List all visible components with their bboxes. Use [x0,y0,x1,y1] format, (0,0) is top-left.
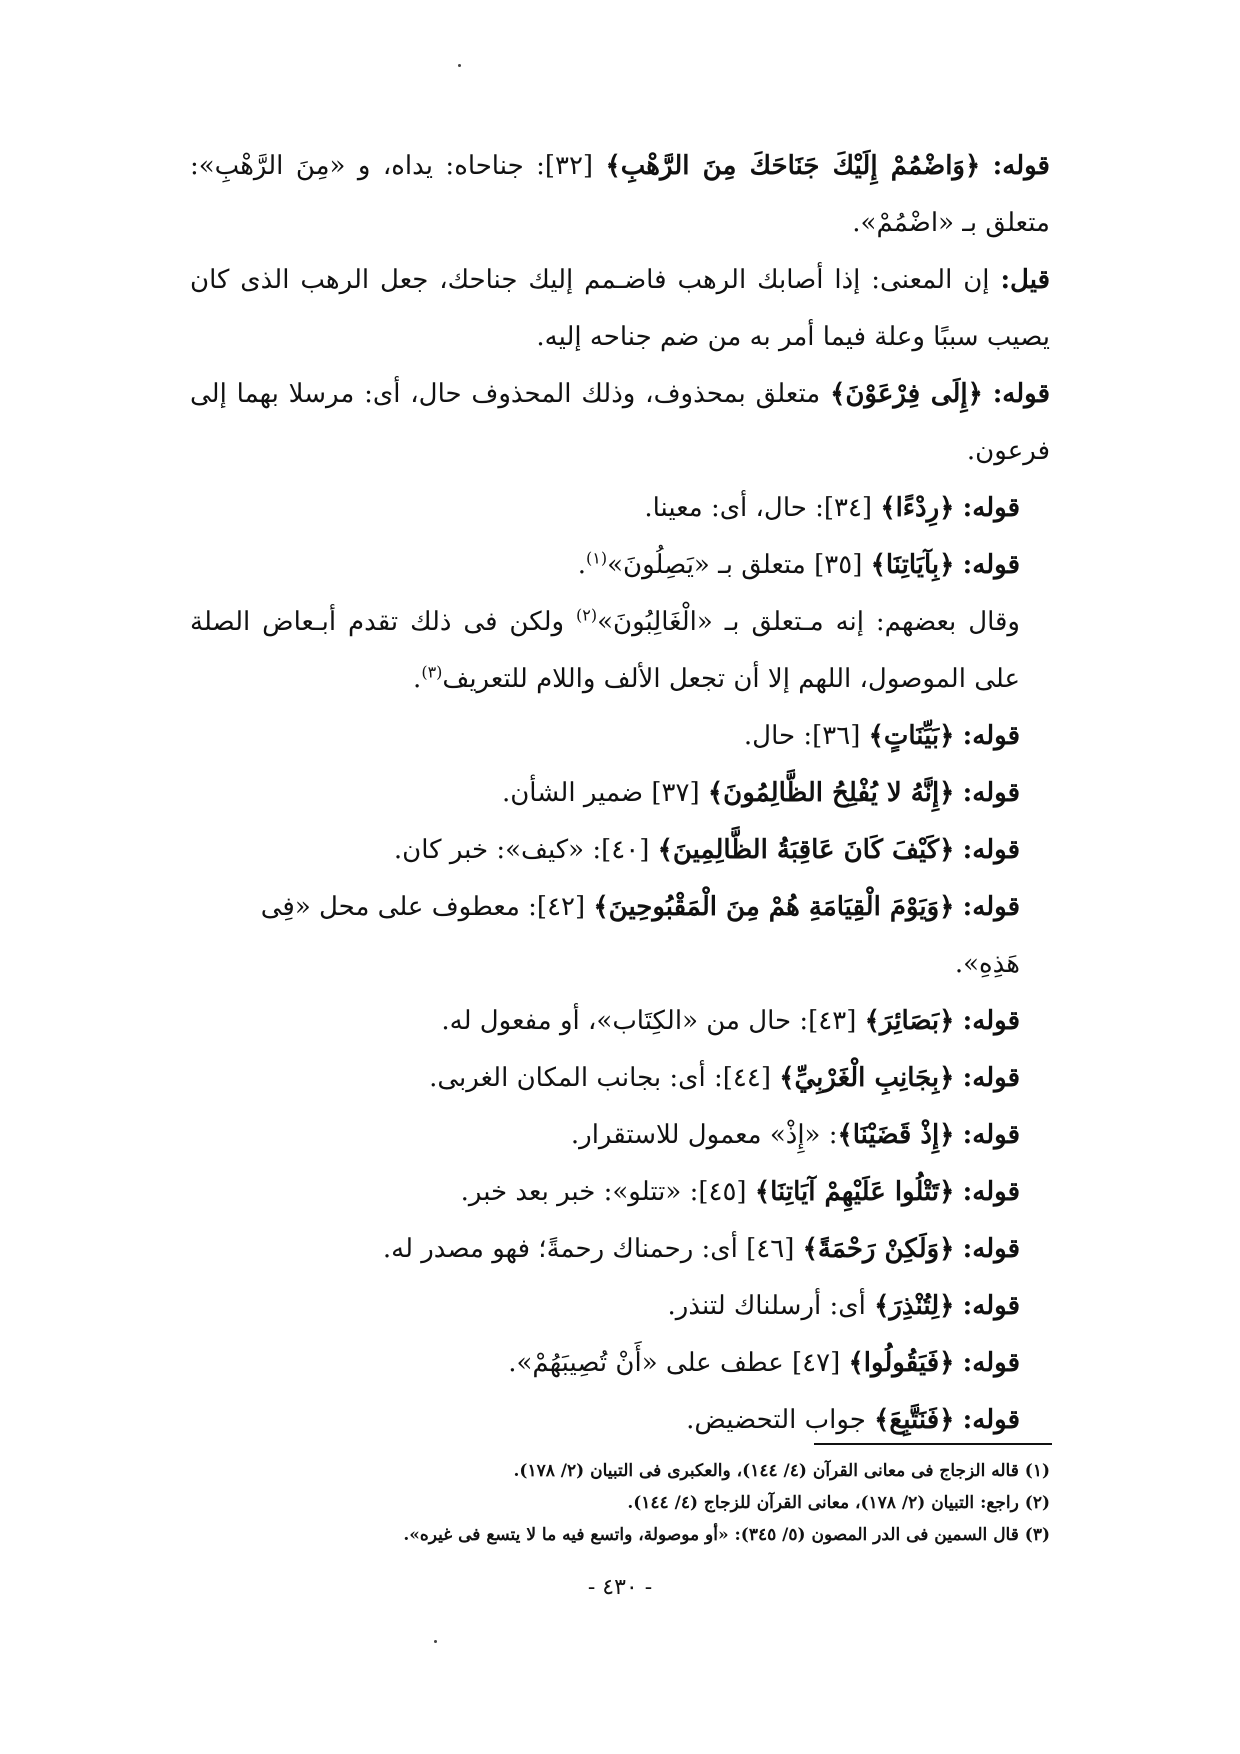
quran-verse: ﴿رِدْءًا﴾ [880,493,955,523]
paragraph-lead: قوله: [992,151,1050,181]
paragraph-17 [190,1335,1050,1392]
scan-speck [458,64,461,67]
paragraph-14 [190,1164,1050,1221]
paragraph-text: [٤٦] أى: رحمناك رحمةً؛ فهو مصدر له. [382,1234,803,1264]
quran-verse: ﴿إِلَى فِرْعَوْنَ﴾ [830,379,983,409]
paragraph-text: [٣٦]: حال. [743,721,869,751]
paragraph-9 [190,822,1050,879]
paragraph-7 [190,708,1050,765]
paragraph-lead: قيل: [1000,265,1050,295]
footnote-2: (٢) راجع: التبيان (٢/ ١٧٨)، معانى القرآن للزجاج (٤/ ١٤٤). [627,1493,1050,1513]
quran-verse: ﴿كَيْفَ كَانَ عَاقِبَةُ الظَّالِمِينَ﴾ [657,835,955,865]
quran-verse: ﴿وَلَكِنْ رَحْمَةً﴾ [802,1234,955,1264]
paragraph-12 [190,1050,1050,1107]
paragraph-10 [190,879,1050,993]
paragraph-text: [٤٧] عطف على «أَنْ تُصِيبَهُمْ». [508,1348,849,1378]
paragraph-lead: قوله: [962,1177,1020,1207]
quran-verse: ﴿وَاضْمُمْ إِلَيْكَ جَنَاحَكَ مِنَ الرَّهْبِ﴾ [605,151,981,181]
paragraph-text: [٣٥] متعلق بـ «يَصِلُونَ» [607,550,871,580]
paragraph-text: جواب التحضيض. [686,1405,875,1435]
quran-verse: ﴿وَيَوْمَ الْقِيَامَةِ هُمْ مِنَ الْمَقْبُوحِينَ﴾ [593,892,955,922]
footnote-reference[interactable]: (٢) [575,605,598,625]
paragraph-text: وقال بعضهم: إنه مـتعلق بـ «الْغَالِبُونَ» [597,607,1020,637]
paragraph-text: أى: أرسلناك لتنذر. [667,1291,875,1321]
paragraph-16 [190,1278,1050,1335]
quran-verse: ﴿بِآيَاتِنَا﴾ [870,550,955,580]
paragraph-text: إن المعنى: إذا أصابك الرهب فاضـمم إليك جناحك، جعل الرهب الذى كان يصيب سببًا وعلة فيما أمر به من ضم جناحه إليه. [190,265,1050,352]
paragraph-lead: قوله: [962,1120,1020,1150]
footnote-3: (٣) قال السمين فى الدر المصون (٥/ ٣٤٥): «أو موصولة، واتسع فيه ما لا يتسع فى غيره». [403,1525,1050,1545]
paragraph-1 [190,138,1050,252]
paragraph-lead: قوله: [962,778,1020,808]
paragraph-18 [190,1392,1050,1449]
paragraph-13 [190,1107,1050,1164]
paragraph-8 [190,765,1050,822]
paragraph-3 [190,366,1050,480]
page-number: - ٤٣٠ - [587,1575,653,1600]
footnote-divider [814,1443,1052,1445]
paragraph-text: [٤٥]: «تتلو»: خبر بعد خبر. [460,1177,755,1207]
paragraph-tail: . [413,664,422,694]
paragraph-lead: قوله: [962,1405,1020,1435]
paragraph-text: [٤٠]: «كيف»: خبر كان. [393,835,658,865]
paragraph-15 [190,1221,1050,1278]
paragraph-text: [٤٤]: أى: بجانب المكان الغربى. [429,1063,780,1093]
paragraph-lead: قوله: [962,1234,1020,1264]
footnote-1: (١) قاله الزجاج فى معانى القرآن (٤/ ١٤٤)، والعكبرى فى التبيان (٢/ ١٧٨). [513,1461,1050,1481]
paragraph-text: [٤٢]: معطوف على محل «فِى هَذِهِ». [260,892,1020,979]
paragraph-lead: قوله: [962,1291,1020,1321]
paragraph-11 [190,993,1050,1050]
paragraph-text: [٣٧] ضمير الشأن. [501,778,708,808]
main-text [190,138,1050,1449]
paragraph-tail: ولكن فى ذلك تقدم أبـعاض الصلة على الموصول، اللهم إلا أن تجعل الألف واللام للتعريف [190,607,1020,694]
quran-verse: ﴿لِتُنْذِرَ﴾ [874,1291,955,1321]
quran-verse: ﴿بَيِّنَاتٍ﴾ [868,721,955,751]
paragraph-lead: قوله: [962,1006,1020,1036]
paragraph-lead: قوله: [962,835,1020,865]
quran-verse: ﴿فَيَقُولُوا﴾ [848,1348,955,1378]
scan-speck [434,1640,437,1643]
quran-verse: ﴿إِنَّهُ لا يُفْلِحُ الظَّالِمُونَ﴾ [707,778,955,808]
paragraph-text: [٤٣]: حال من «الكِتَاب»، أو مفعول له. [441,1006,865,1036]
paragraph-lead: قوله: [962,550,1020,580]
footnote-reference[interactable]: (١) [586,548,608,568]
paragraph-tail: . [577,550,587,580]
paragraph-5 [190,537,1050,594]
footnotes [190,1455,1050,1551]
paragraph-6 [190,594,1050,708]
quran-verse: ﴿تَتْلُوا عَلَيْهِمْ آيَاتِنَا﴾ [754,1177,955,1207]
footnote-reference[interactable]: (٣) [421,662,443,682]
paragraph-text: : «إِذْ» معمول للاستقرار. [570,1120,838,1150]
paragraph-2 [190,252,1050,366]
paragraph-4 [190,480,1050,537]
quran-verse: ﴿بَصَائِرَ﴾ [864,1006,955,1036]
quran-verse: ﴿فَنَتَّبِعَ﴾ [874,1405,955,1435]
paragraph-lead: قوله: [962,493,1020,523]
paragraph-text: [٣٢]: جناحاه: يداه، و «مِنَ الرَّهْبِ»: متعلق بـ «اضْمُمْ». [190,151,1050,238]
paragraph-lead: قوله: [992,379,1051,409]
paragraph-text: متعلق بمحذوف، وذلك المحذوف حال، أى: مرسلا بهما إلى فرعون. [190,379,1050,466]
paragraph-lead: قوله: [962,721,1020,751]
quran-verse: ﴿إِذْ قَضَيْنَا﴾ [837,1120,955,1150]
paragraph-lead: قوله: [962,892,1020,922]
paragraph-lead: قوله: [962,1063,1020,1093]
paragraph-text: [٣٤]: حال، أى: معينا. [644,493,881,523]
quran-verse: ﴿بِجَانِبِ الْغَرْبِيِّ﴾ [779,1063,955,1093]
paragraph-lead: قوله: [962,1348,1020,1378]
